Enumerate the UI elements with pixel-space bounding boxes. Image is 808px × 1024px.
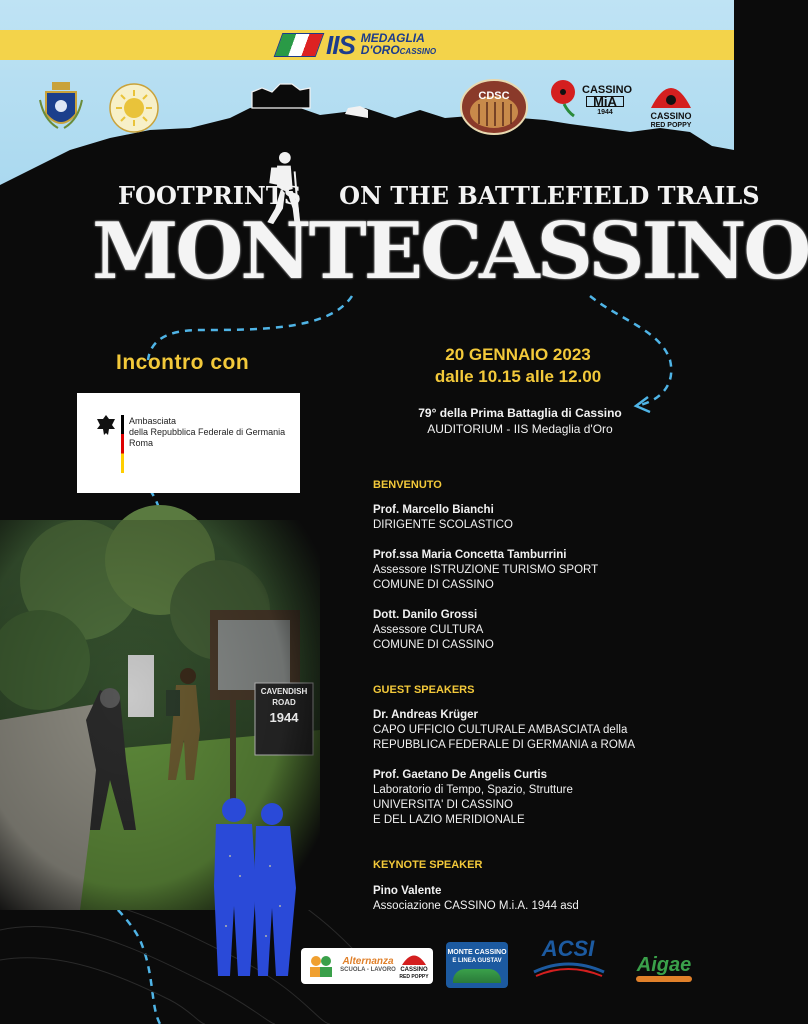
alternanza-logo: [301, 948, 433, 984]
cassino-mia-logo: [548, 76, 633, 134]
sponsor-poppy-line1: CASSINO: [400, 967, 428, 973]
german-flag-bar: [121, 415, 124, 473]
event-occasion: [390, 405, 650, 437]
embassy-text: Ambasciata della Repubblica Federale di Germania Roma: [129, 416, 286, 448]
red-poppy-small-icon: [401, 952, 427, 966]
title-montecassino: MONTECASSINO: [92, 206, 808, 297]
event-date-time: [418, 344, 618, 388]
cdsc-text: CDSC: [478, 90, 510, 102]
speaker-kruger: Dr. Andreas Krüger CAPO UFFICIO CULTURALE AMBASCIATA della REPUBBLICA FEDERALE DI GERMANIA a ROMA: [373, 709, 636, 751]
incontro-label: Incontro con: [116, 351, 250, 374]
cdsc-logo: [459, 78, 529, 136]
mia-line1: CASSINO: [582, 84, 633, 96]
event-anniversary: 79° della Prima Battaglia di Cassino: [418, 406, 622, 420]
event-venue: AUDITORIUM - IIS Medaglia d'Oro: [427, 422, 613, 436]
german-eagle-icon: [95, 413, 117, 437]
acsi-logo: [526, 936, 610, 986]
title-footprints: FOOTPRINTS: [118, 181, 302, 210]
embassy-logo-box: [77, 393, 300, 493]
event-date: 20 GENNAIO 2023: [445, 345, 591, 364]
speaker-de-angelis-curtis: Prof. Gaetano De Angelis Curtis Laboratorio di Tempo, Spazio, Strutture UNIVERSITA' DI CASSINO E DEL LAZIO MERIDIONALE: [373, 769, 573, 826]
aigae-logo: [630, 942, 698, 988]
benvenuto-heading: BENVENUTO: [373, 479, 442, 491]
school-iis-text: IIS: [326, 29, 355, 60]
montecassino-linea-gustav-logo: MONTE CASSINO E LINEA GUSTAV: [446, 942, 508, 988]
comune-crest-logo: [38, 80, 84, 134]
school-logo: [278, 31, 436, 59]
poppy-icon: [548, 78, 582, 118]
university-seal-logo: [108, 82, 160, 134]
mia-line3: 1944: [597, 109, 613, 116]
speaker-tamburrini: Prof.ssa Maria Concetta Tamburrini Assessore ISTRUZIONE TURISMO SPORT COMUNE DI CASSINO: [373, 549, 599, 591]
alternanza-line2: SCUOLA - LAVORO: [340, 967, 396, 973]
speaker-bianchi: Prof. Marcello Bianchi DIRIGENTE SCOLASTICO: [373, 504, 513, 531]
red-poppy-line2: RED POPPY: [650, 122, 692, 129]
mia-line2: MiA: [586, 96, 624, 107]
school-name: MEDAGLIA D'OROCASSINO: [360, 31, 437, 57]
red-poppy-line1: CASSINO: [650, 111, 692, 121]
red-poppy-icon: [649, 80, 693, 110]
people-icon: [307, 953, 335, 979]
keynote-speaker-heading: KEYNOTE SPEAKER: [373, 859, 483, 871]
alternanza-line1: Alternanza: [342, 956, 394, 967]
guest-speakers-heading: GUEST SPEAKERS: [373, 684, 475, 696]
aigae-text: Aigae: [636, 953, 692, 976]
green-hills-icon: [453, 969, 501, 983]
event-time: dalle 10.15 alle 12.00: [434, 367, 602, 386]
acsi-text: ACSI: [541, 936, 595, 961]
title-battlefield: ON THE BATTLEFIELD TRAILS: [339, 181, 760, 210]
red-poppy-logo: [645, 80, 697, 134]
italian-flag-icon: [274, 33, 325, 57]
cavendish-road-sign: CAVENDISH ROAD 1944: [260, 687, 308, 725]
aigae-underline: [636, 976, 692, 982]
speaker-valente: Pino Valente Associazione CASSINO M.i.A. 1944 asd: [373, 885, 579, 912]
sun-seal-icon: [108, 82, 160, 134]
crest-icon: [38, 80, 84, 134]
speaker-grossi: Dott. Danilo Grossi Assessore CULTURA COMUNE DI CASSINO: [373, 609, 494, 651]
sponsor-poppy-line2: RED POPPY: [399, 974, 429, 980]
trail-photo: [0, 520, 320, 910]
cdsc-emblem-icon: [459, 78, 529, 136]
